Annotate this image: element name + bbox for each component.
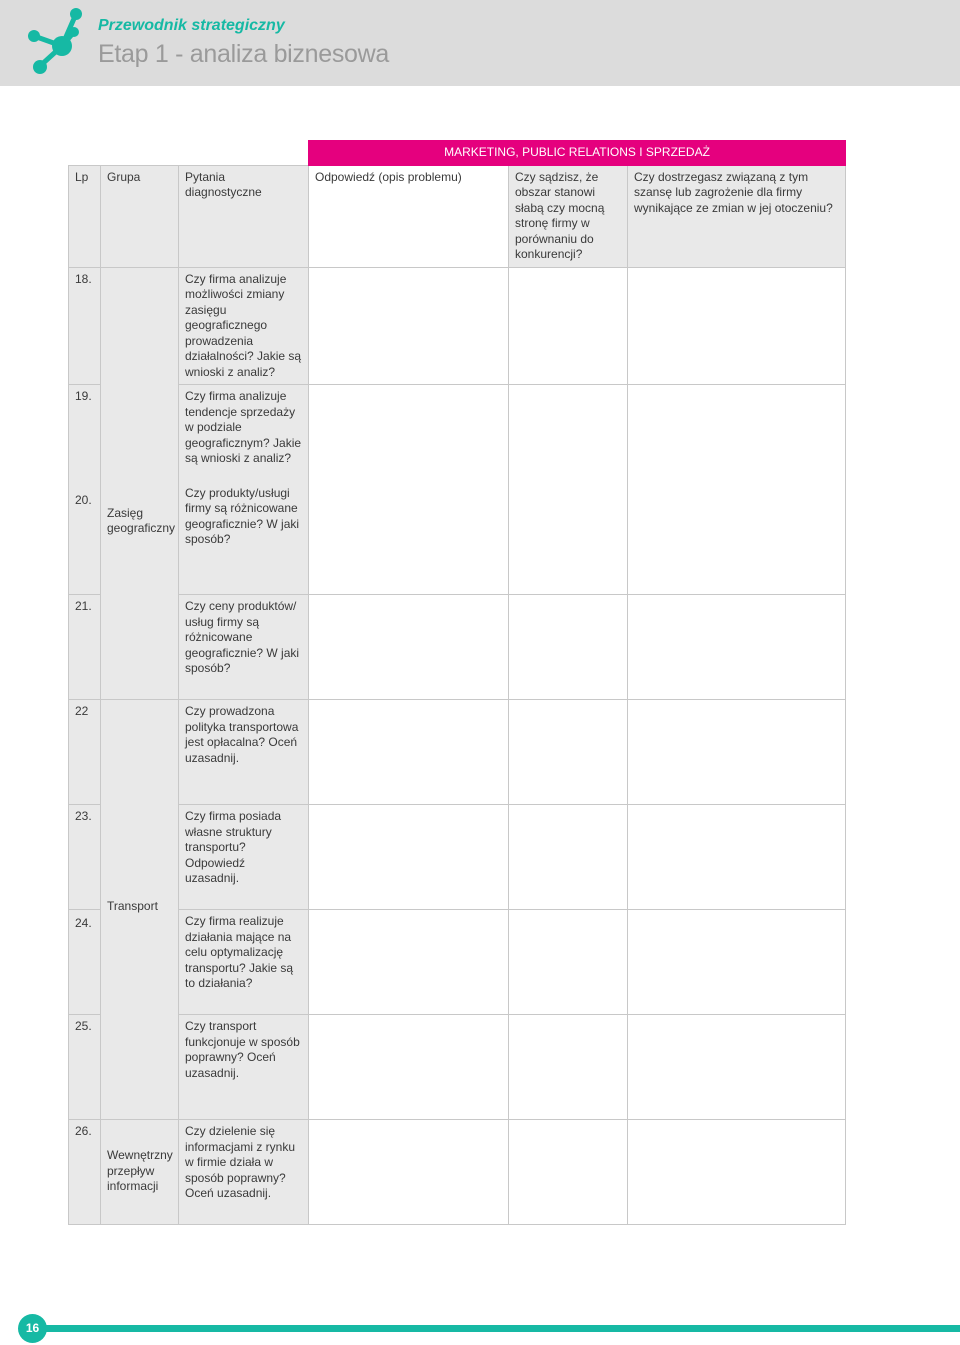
group-zasieg: Zasięg geograficzny: [101, 267, 179, 700]
row-question: Czy transport funkcjonuje w sposób poprawny? Oceń uzasadnij.: [179, 1015, 309, 1120]
header-szansa: Czy dostrzegasz związaną z tym szansę lub zagrożenie dla firmy wynikające ze zmian w jej otoczeniu?: [628, 165, 846, 267]
table-row: [69, 700, 846, 805]
row-lp: 25.: [69, 1015, 101, 1120]
group-przeplyw: Wewnętrzny przepływ informacji: [101, 1120, 179, 1225]
page-number: 16: [18, 1314, 47, 1343]
answer-cell[interactable]: [309, 805, 509, 910]
table-row: [69, 1120, 846, 1225]
table-row: [69, 595, 846, 700]
answer-cell[interactable]: [309, 595, 509, 700]
molecule-network-icon: [22, 4, 92, 76]
row-lp: 22: [69, 700, 101, 805]
opportunity-cell[interactable]: [628, 385, 846, 595]
table-row: [69, 910, 846, 1015]
row-question: Czy firma realizuje działania mające na celu optymalizację transportu? Jakie są to działania?: [179, 910, 309, 1015]
table-row: [69, 267, 846, 385]
opportunity-cell[interactable]: [628, 267, 846, 385]
group-transport: Transport: [101, 700, 179, 1120]
header-odpowiedz: Odpowiedź (opis problemu): [309, 165, 509, 267]
strength-cell[interactable]: [509, 1015, 628, 1120]
row-lp: 18.: [69, 267, 101, 385]
row-lp: 23.: [69, 805, 101, 910]
strength-cell[interactable]: [509, 595, 628, 700]
answer-cell[interactable]: [309, 267, 509, 385]
row-question: Czy ceny produktów/ usług firmy są różnicowane geograficznie? W jaki sposób?: [179, 595, 309, 700]
row-lp: [69, 385, 101, 595]
opportunity-cell[interactable]: [628, 910, 846, 1015]
answer-cell[interactable]: [309, 1120, 509, 1225]
answer-cell[interactable]: [309, 700, 509, 805]
header-pytania: Pytania diagnostyczne: [179, 165, 309, 267]
opportunity-cell[interactable]: [628, 805, 846, 910]
header-grupa: Grupa: [101, 165, 179, 267]
row-lp: 21.: [69, 595, 101, 700]
strength-cell[interactable]: [509, 385, 628, 595]
strength-cell[interactable]: [509, 700, 628, 805]
header-slabosc: Czy sądzisz, że obszar stanowi słabą czy mocną stronę firmy w porównaniu do konkurencji?: [509, 165, 628, 267]
opportunity-cell[interactable]: [628, 595, 846, 700]
answer-cell[interactable]: [309, 910, 509, 1015]
analysis-table: [68, 140, 846, 1225]
answer-cell[interactable]: [309, 385, 509, 595]
opportunity-cell[interactable]: [628, 1120, 846, 1225]
opportunity-cell[interactable]: [628, 700, 846, 805]
page-header: [0, 0, 960, 86]
strength-cell[interactable]: [509, 267, 628, 385]
row-question: Czy firma posiada własne struktury transportu? Odpowiedź uzasadnij.: [179, 805, 309, 910]
row-lp: 24.: [69, 910, 101, 1015]
section-band: MARKETING, PUBLIC RELATIONS I SPRZEDAŻ: [309, 141, 846, 166]
guide-subtitle: Przewodnik strategiczny: [98, 17, 285, 34]
row-question: Czy firma analizuje możliwości zmiany zasięgu geograficznego prowadzenia działalności? Jakie są wnioski z analiz?: [179, 267, 309, 385]
table-row: [69, 1015, 846, 1120]
table-row: [69, 805, 846, 910]
question-20: Czy produkty/usługi firmy są różnicowane geograficznie? W jaki sposób?: [185, 485, 300, 546]
answer-cell[interactable]: [309, 1015, 509, 1120]
row-lp-19: 19.: [75, 389, 92, 403]
strength-cell[interactable]: [509, 1120, 628, 1225]
row-lp-20: 20.: [75, 493, 92, 507]
row-question: [179, 385, 309, 595]
opportunity-cell[interactable]: [628, 1015, 846, 1120]
row-lp: 26.: [69, 1120, 101, 1225]
question-19: Czy firma analizuje tendencje sprzedaży w podziale geograficznym? Jakie są wnioski z analiz?: [185, 389, 302, 465]
page-title: Etap 1 - analiza biznesowa: [98, 40, 389, 68]
row-question: Czy prowadzona polityka transportowa jest opłacalna? Oceń uzasadnij.: [179, 700, 309, 805]
footer-rule: [40, 1325, 960, 1332]
header-lp: Lp: [69, 165, 101, 267]
strength-cell[interactable]: [509, 910, 628, 1015]
table-row: [69, 385, 846, 595]
strength-cell[interactable]: [509, 805, 628, 910]
row-question: Czy dzielenie się informacjami z rynku w firmie działa w sposób poprawny? Oceń uzasadnij.: [179, 1120, 309, 1225]
